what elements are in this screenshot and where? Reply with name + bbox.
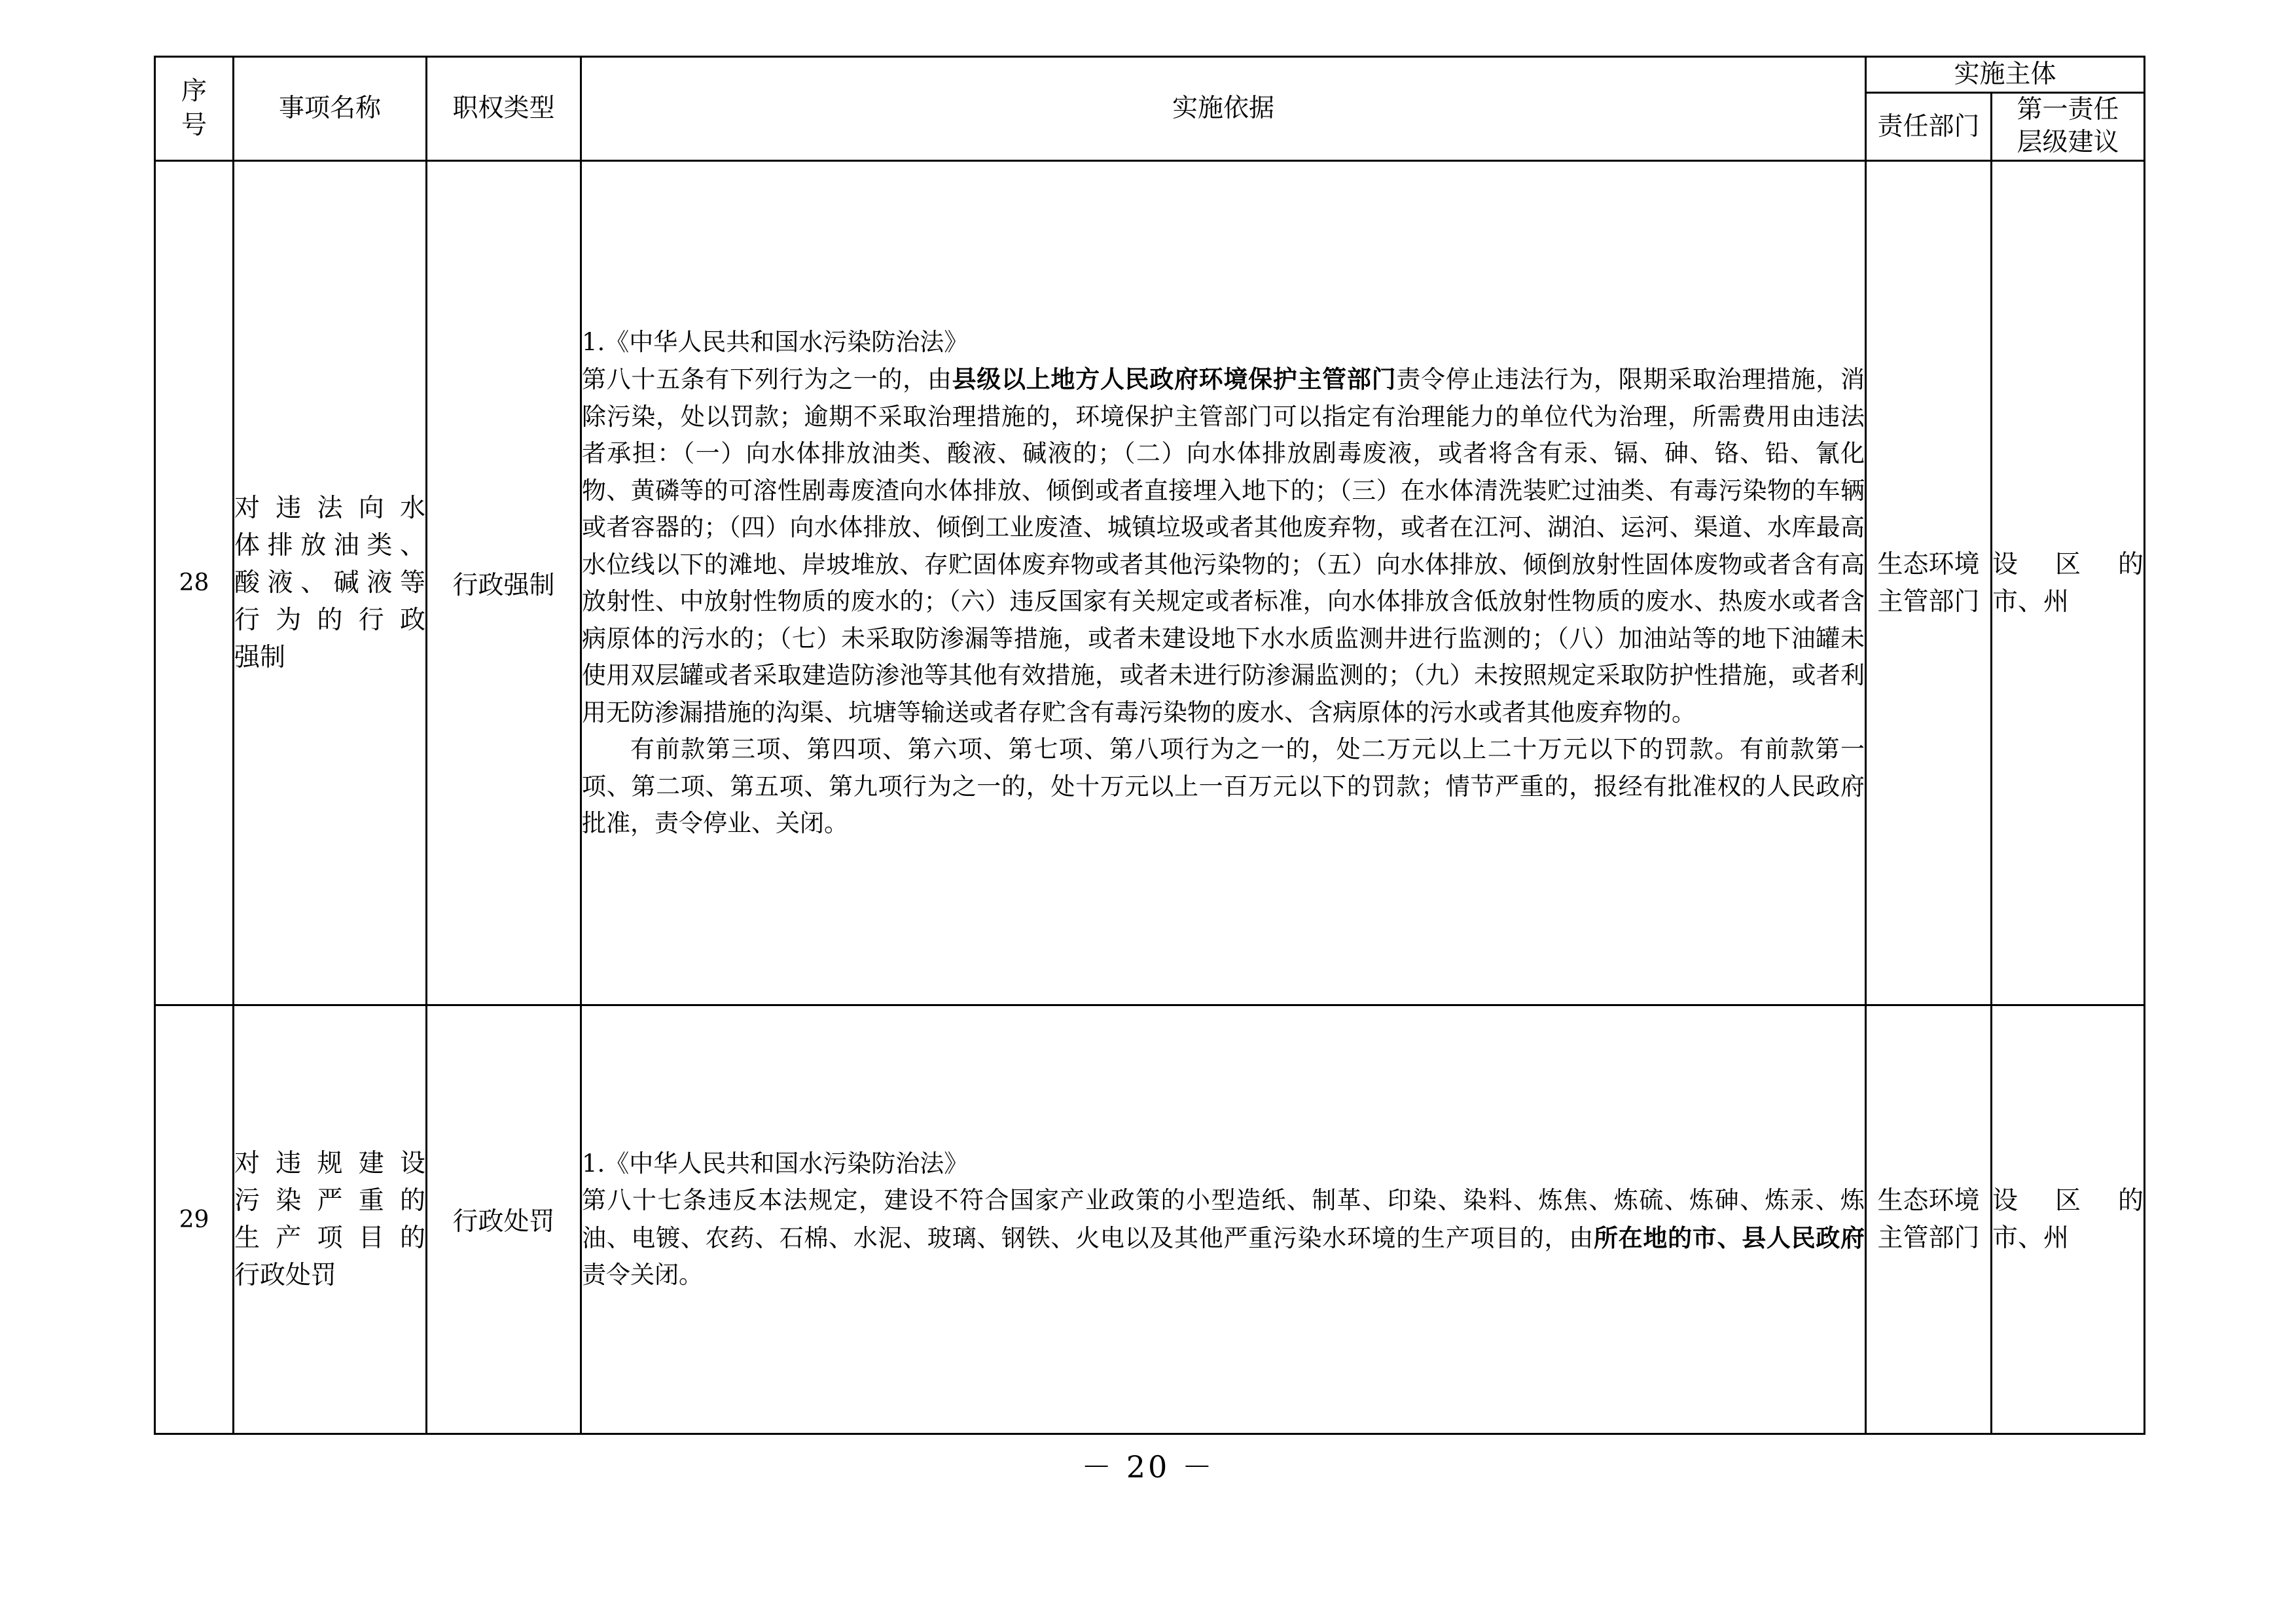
row-power-type: 行政强制 [427,161,581,1005]
row-item-name: 对违规建设 污染严重的 生产项目的 行政处罚 [234,1005,427,1434]
row-dept: 生态环境主管部门 [1866,1005,1992,1434]
table-row [155,1005,2145,1434]
basis-title: 1.《中华人民共和国水污染防治法》 [582,327,969,356]
basis-paragraph-2: 有前款第三项、第四项、第六项、第七项、第八项行为之一的，处二万元以上二十万元以下的罚款。有前款第一项、第二项、第五项、第九项行为之一的，处十万元以上一百万元以下的罚款；情节严重的，报经有批准权的人民政府批准，责令停业、关闭。 [582,735,1865,837]
row-basis [581,161,1866,1005]
row-item-name: 对违法向水 体排放油类、 酸液、碱液等 行为的行政 强制 [234,161,427,1005]
header-dept: 责任部门 [1866,93,1992,161]
basis-title: 1.《中华人民共和国水污染防治法》 [582,1149,969,1178]
basis-paragraph: 第八十七条违反本法规定，建设不符合国家产业政策的小型造纸、制革、印染、染料、炼焦、炼硫、炼砷、炼汞、炼油、电镀、农药、石棉、水泥、玻璃、钢铁、火电以及其他严重污染水环境的生产项目的，由所在地的市、县人民政府责令关闭。 [582,1186,1865,1289]
row-seq: 29 [155,1005,234,1434]
row-level: 设 区 的 市、州 [1992,1005,2145,1434]
page-number: － 20 － [1081,1449,1215,1485]
row-seq: 28 [155,161,234,1005]
table-row [155,161,2145,1005]
header-level: 第一责任层级建议 [1992,93,2145,161]
header-seq: 序号 [155,57,234,161]
header-power-type: 职权类型 [427,57,581,161]
header-item-name: 事项名称 [234,57,427,161]
row-power-type: 行政处罚 [427,1005,581,1434]
header-subject: 实施主体 [1866,57,2145,93]
row-dept: 生态环境主管部门 [1866,161,1992,1005]
data-table [154,56,2145,1435]
row-basis [581,1005,1866,1434]
header-basis: 实施依据 [581,57,1866,161]
row-level: 设 区 的 市、州 [1992,161,2145,1005]
basis-paragraph: 第八十五条有下列行为之一的，由县级以上地方人民政府环境保护主管部门责令停止违法行为，限期采取治理措施，消除污染，处以罚款；逾期不采取治理措施的，环境保护主管部门可以指定有治理能力的单位代为治理，所需费用由违法者承担：（一）向水体排放油类、酸液、碱液的；（二）向水体排放剧毒废液，或者将含有汞、镉、砷、铬、铅、氰化物、黄磷等的可溶性剧毒废渣向水体排放、倾倒或者直接埋入地下的；（三）在水体清洗装贮过油类、有毒污染物的车辆或者容器的；（四）向水体排放、倾倒工业废渣、城镇垃圾或者其他废弃物，或者在江河、湖泊、运河、渠道、水库最高水位线以下的滩地、岸坡堆放、存贮固体废弃物或者其他污染物的；（五）向水体排放、倾倒放射性固体废物或者含有高放射性、中放射性物质的废水的；（六）违反国家有关规定或者标准，向水体排放含低放射性物质的废水、热废水或者含病原体的污水的；（七）未采取防渗漏等措施，或者未建设地下水水质监测井进行监测的；（八）加油站等的地下油罐未使用双层罐或者采取建造防渗池等其他有效措施，或者未进行防渗漏监测的；（九）未按照规定采取防护性措施，或者利用无防渗漏措施的沟渠、坑塘等输送或者存贮含有毒污染物的废水、含病原体的污水或者其他废弃物的。 [582,365,1865,727]
